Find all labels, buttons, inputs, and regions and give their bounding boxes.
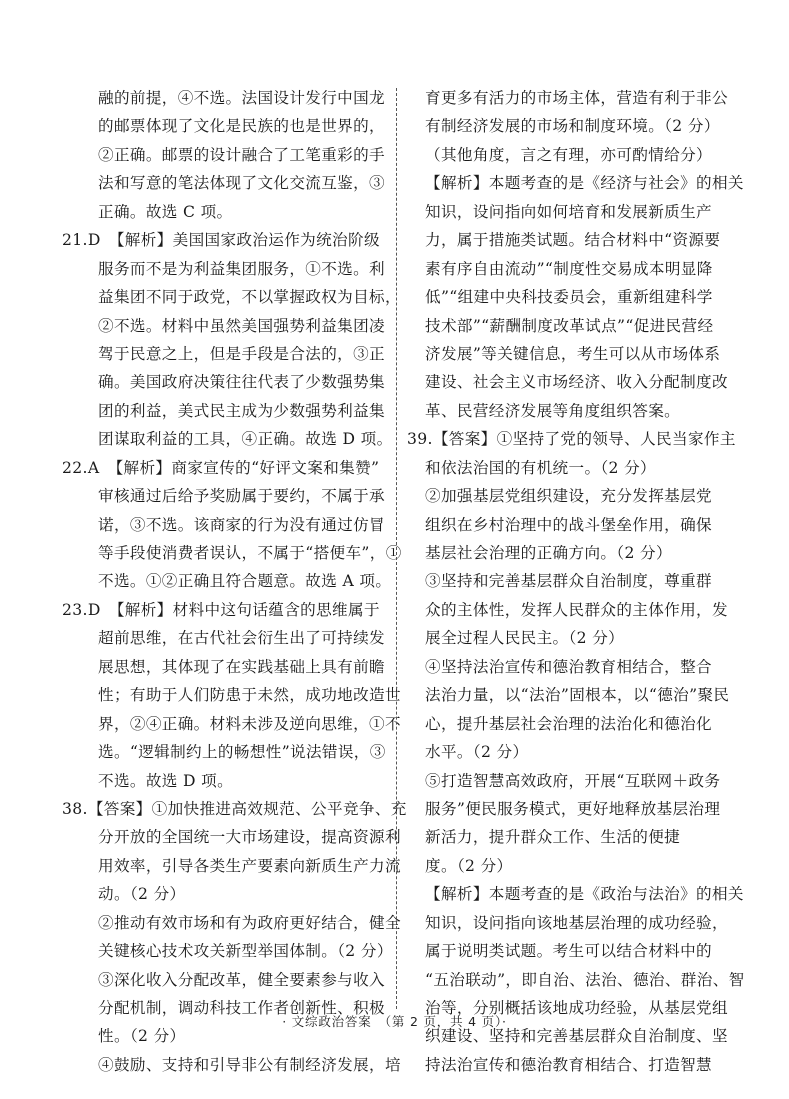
text-line: （其他角度，言之有理，亦可酌情给分） [425, 145, 712, 164]
text-line: 革、民营经济发展等角度组织答案。 [425, 401, 681, 420]
text-line: 的邮票体现了文化是民族的也是世界的， [98, 117, 385, 136]
text-line: 技术部”“薪酬制度改革试点”“促进民营经 [425, 316, 714, 335]
text-line: 育更多有活力的市场主体，营造有利于非公 [425, 89, 728, 107]
text-line: 和依法治国的有机统一。（2 分） [425, 458, 656, 477]
text-line: 诺，③不选。该商家的行为没有通过仿冒 [98, 515, 385, 534]
text-line: 众的主体性，发挥人民群众的主体作用，发 [425, 600, 728, 619]
text-line: 水平。（2 分） [425, 743, 529, 762]
text-line: 服务而不是为利益集团服务，①不选。利 [98, 259, 385, 278]
text-line: 低”“组建中央科技委员会，重新组建科学 [425, 288, 713, 307]
text-line: 知识，设问指向该地基层治理的成功经验， [425, 913, 728, 932]
text-line: 服务”便民服务模式，更好地释放基层治理 [425, 799, 721, 818]
page-footer: · 文综政治答案 （第 2 页，共 4 页）· [282, 1014, 507, 1029]
column-divider [396, 88, 397, 1009]
text-line: 心，提升基层社会治理的法治化和德治化 [425, 714, 712, 733]
text-line: 23.D 【解析】材料中这句话蕴含的思维属于 [62, 600, 380, 619]
text-line: 分配机制，调动科技工作者创新性、积极 [98, 999, 385, 1017]
text-line: 益集团不同于政党，不以掌握政权为目标， [98, 288, 401, 307]
text-line: ④鼓励、支持和引导非公有制经济发展，培 [98, 1055, 401, 1074]
text-line: 性。（2 分） [98, 1027, 186, 1046]
text-line: 分开放的全国统一大市场建设，提高资源利 [98, 828, 401, 847]
text-line: 建设、社会主义市场经济、收入分配制度改 [425, 373, 728, 392]
text-line: ②加强基层党组织建设，充分发挥基层党 [425, 487, 712, 506]
text-line: 动。（2 分） [98, 885, 186, 904]
text-line: 织建设、坚持和完善基层群众自治制度、坚 [425, 1027, 728, 1046]
text-line: “五治联动”，即自治、法治、德治、群治、智 [425, 970, 745, 989]
text-line: 法治力量，以“法治”固根本，以“德治”聚民 [425, 686, 730, 705]
text-line: ⑤打造智慧高效政府，开展“互联网＋政务 [425, 771, 721, 790]
text-line: 【解析】本题考查的是《经济与社会》的相关 [425, 174, 744, 193]
text-line: 21.D 【解析】美国国家政治运作为统治阶级 [62, 231, 380, 250]
text-line: 有制经济发展的市场和制度环境。（2 分） [425, 117, 720, 136]
text-line: 不选。①②正确且符合题意。故选 A 项。 [98, 572, 392, 591]
text-line: 界，②④正确。材料未涉及逆向思维，①不 [98, 714, 401, 733]
text-line: 用效率，引导各类生产要素向新质生产力流 [98, 856, 401, 875]
text-line: 治等，分别概括该地成功经验，从基层党组 [425, 999, 728, 1017]
text-line: 不选。故选 D 项。 [98, 771, 234, 790]
text-line: 新活力，提升群众工作、生活的便捷 [425, 828, 681, 847]
text-line: ②正确。邮票的设计融合了工笔重彩的手 [98, 145, 385, 164]
text-line: 38.【答案】①加快推进高效规范、公平竞争、充 [62, 799, 407, 818]
text-line: 展思想，其体现了在实践基础上具有前瞻 [98, 657, 385, 676]
text-line: ②推动有效市场和有为政府更好结合，健全 [98, 913, 401, 932]
text-line: 【解析】本题考查的是《政治与法治》的相关 [425, 885, 744, 904]
text-line: 性；有助于人们防患于未然，成功地改造世 [98, 686, 401, 705]
text-line: 展全过程人民民主。（2 分） [425, 629, 625, 648]
text-line: 正确。故选 C 项。 [98, 202, 233, 221]
text-line: 等手段使消费者误认，不属于“搭便车”，① [98, 544, 402, 562]
text-line: 团的利益，美式民主成为少数强势利益集 [98, 401, 385, 420]
text-line: 属于说明类试题。考生可以结合材料中的 [425, 942, 712, 961]
text-line: 选。“逻辑制约上的畅想性”说法错误，③ [98, 743, 386, 762]
text-line: ③坚持和完善基层群众自治制度，尊重群 [425, 572, 712, 591]
text-line: ④坚持法治宣传和德治教育相结合，整合 [425, 657, 712, 676]
text-line: 素有序自由流动”“制度性交易成本明显降 [425, 259, 713, 278]
text-line: 39.【答案】①坚持了党的领导、人民当家作主 [407, 430, 736, 449]
text-line: 力，属于措施类试题。结合材料中“资源要 [425, 231, 721, 250]
text-line: ②不选。材料中虽然美国强势利益集团凌 [98, 316, 385, 335]
text-line: 超前思维，在古代社会衍生出了可持续发 [98, 629, 385, 648]
text-line: 审核通过后给予奖励属于要约，不属于承 [98, 487, 385, 506]
text-line: 确。美国政府决策往往代表了少数强势集 [98, 373, 385, 392]
text-line: 驾于民意之上，但是手段是合法的，③正 [98, 344, 385, 363]
text-line: 持法治宣传和德治教育相结合、打造智慧 [425, 1055, 712, 1074]
text-line: 关键核心技术攻关新型举国体制。（2 分） [98, 942, 393, 961]
text-line: 基层社会治理的正确方向。（2 分） [425, 544, 672, 562]
text-line: 度。（2 分） [425, 856, 513, 875]
text-line: 组织在乡村治理中的战斗堡垒作用，确保 [425, 515, 712, 534]
text-line: 济发展”等关键信息，考生可以从市场体系 [425, 344, 721, 363]
text-line: ③深化收入分配改革，健全要素参与收入 [98, 970, 385, 989]
text-line: 22.A 【解析】商家宣传的“好评文案和集赞” [62, 458, 380, 477]
right-column [407, 84, 745, 1079]
text-line: 团谋取利益的工具，④正确。故选 D 项。 [98, 430, 393, 449]
text-line: 融的前提，④不选。法国设计发行中国龙 [98, 89, 385, 107]
text-line: 知识，设问指向如何培育和发展新质生产 [425, 202, 712, 221]
text-line: 法和写意的笔法体现了文化交流互鉴，③ [98, 174, 385, 193]
